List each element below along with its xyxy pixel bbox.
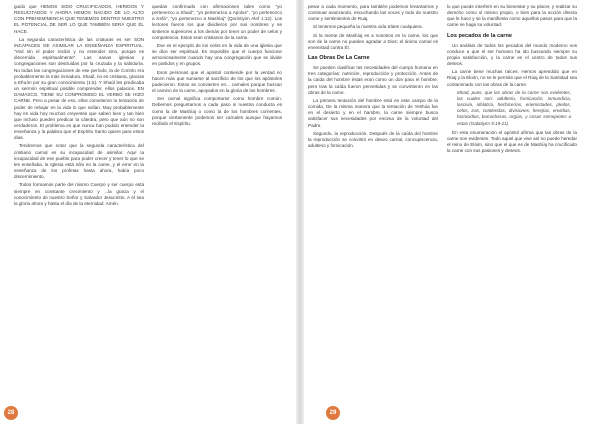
section-heading: Las Obras De La Carne	[308, 55, 370, 62]
paragraph: La primera tentación del hombre está en este campo de la comida. De la misma manera que la tentación de Yeshúa fue en el desierto y en el hambre, la carne siempre busca satisfacer sus necesidades por encima de la voluntad del Padre.	[308, 97, 438, 128]
page-number-badge: 28	[4, 406, 18, 420]
paragraph: Si la mente de Mashíaj es a nosotros en la carne, los que son de la carne no pueden agradar a Dios; el ánimo carnal es enemistad contra Él.	[308, 32, 438, 50]
paragraph: guido que HEMOS SIDO CRUCIFICADOS, HERIDOS Y RESUCITADOS Y AHORA HEMOS NACIDO DE LO ALTO CON PREHEMINENCIA QUE TENEMOS DENTRO NUESTRO EL POTENCIAL DE SER LO QUE TAMBIÉN SERÁ QUE ÉL HACE.	[14, 4, 144, 34]
paragraph: La segunda característica de las criaturas es ser SON INCAPACES DE ASIMILAR LA ENSEÑANZA ESPIRITUAL. "Ved sin el poder recibir y no entender sino, porque es discernida espiritualmente". Las sanas iglesias y congregaciones son destruidas por la cruzada y la sabiduría. No todas las congregaciones de ese período, la de Corinto era probablemente la más inmadura. Shaúl, no es cristiana, gracias a Efraím por su gran conocimiento (1:5). Y Shaúl les predicaba un sermón espiritual posible comprender, ellos palacios. EN DAMASCO. TIENE SU CONPROMISO EL VERBO SE HIZO CARNE. Pero a pesar de eso, ellos cometieron la tentación de poder de rebajar en la vida lo que solían. Muy probablemente hay en vida hoy muchos creyentes que saben bien y tan bien que incluso pueden predicar la cátedra, pero que aún no son verdaderos. El problema es que nunca han podido entender la enseñanza y la palabra que el Espíritu Santo quiere para estos días.	[14, 36, 144, 141]
paragraph: Esos personas que el apóstol contiende por la verdad no hacen más que sumarse al sacrificio de los que los apóstoles padecieron. Estos se convierten en... carnales porque buscan el camino de la carne, apoyados en la gloria de los hombres.	[152, 69, 282, 94]
paragraph: Segundo, la reproducción. Después de la caída del hombre la reproducción se convirtió en deseo carnal, concupiscencia, adulterio y fornicación.	[308, 130, 438, 148]
paragraph: pesar a cada momento, para también podemos levantarnos y continuar avanzando, escuchando las voces y todo de nuestro carne y sentimientos de Ruaj.	[308, 4, 438, 22]
left-page-column-1	[14, 4, 144, 402]
paragraph: En esta enumeración el apóstol afirma que las obras de la carne son evidentes. Todo aquel que vive así no puede heredar el reino de Eloim, sino que el que es de Mashíaj ha crucificado la carne con sus pasiones y deseos.	[447, 129, 577, 154]
paragraph: Tendremos que notar que la segunda característica del cristiano carnal es su incapacidad de asimilar. Aquí la incapacidad de ese pueblo para poder crecer y tener lo que se les enseñaba, la Iglesia está sólo en la carne, y el error en la enseñanza de los profetas hasta ahora, había poco discernimiento.	[14, 143, 144, 180]
paragraph: Ese es el ejemplo de los celos en la vida de una iglesia que se dice ser espiritual. Es imposible que el cuerpo funcione armoniosamente cuando hay una congregación que se divide en partidos y en grupos.	[152, 42, 282, 67]
paragraph: Se pueden clasificar las necesidades del cuerpo humano en tres categorías: nutrición, reproducción y protección. Antes de la caída del hombre éstas eran como un don para el hombre, pero tras la caída fueron pervertidas y se convirtieron en las obras de la carne.	[308, 65, 438, 95]
paragraph: Un análisis de todos los pecados del mundo moderno nos conduce a que el ser humano ha ido buscando siempre su propia satisfacción, y la carne es el centro de todos sus deseos.	[447, 42, 577, 67]
paragraph: La carne tiene muchas raíces. Hemos aprendido que en Rúaj y la Eloim, no se le permite que el Rúaj de la Santidad sea contaminado con las obras de la carne.	[447, 69, 577, 87]
paragraph: Ser carnal significa comportarse como hombre común. Debemos preguntarnos a cada paso si nuestra conducta es como la de Mashíaj o como la de los hombres corrientes, porque ciertamente podemos ser carnales aunque hayamos recibido el Espíritu.	[152, 96, 282, 126]
section-heading: Los pecados de la carne	[447, 32, 512, 39]
right-page	[300, 0, 600, 424]
paragraph: Si tenemos pequeña la nuestra vida trátes cualquiera.	[313, 24, 423, 30]
scripture-quote: Mirad, pues, que las obras de la carne son evidentes, las cuales son: adulterio, fornicación, inmundicia, lascivia, idolatría, hechicerías, enemistades, pleitos, celos, iras, contiendas, divisiones, herejías, envidias, homicidios, borracheras, orgías, y cosas semejantes a estas (Galatiyim 5:19-21)	[457, 89, 571, 126]
right-page-column-2	[447, 4, 577, 402]
paragraph: lo que puede interferir en su bienestar y su placer, y realizar su derecho como sí mismo propio, o bien para la acción directa que le hace y se la manifiesta como aquellos pasos para que la carne se haga su voluntad.	[447, 4, 577, 28]
page-number-badge: 29	[326, 406, 340, 420]
paragraph: Todos formamos parte del mismo Cuerpo y ser cuerpo está siempre en constante crecimiento y ...la gracia y el conocimiento de nuestro Señor y Salvador Jesucristo. A él sea la gloria ahora y hasta el día de la eternidad. Amén.	[14, 182, 144, 206]
left-page-column-2	[152, 4, 282, 402]
paragraph: quedan confirmado con afirmaciones tales como "yo pertenezco a Shaúl", "yo pertenezco a Apolos", "yo pertenezco a Kefá", "yo pertenezco a Mashíaj" (Qorintiyim Alef 1:12). Los lectores fueron los que dividieron por sus nombres y se sintieron superiores a los demás por tener un poder de celos y competencia. Estos eran cristianos de la carne.	[152, 4, 282, 40]
right-page-column-1	[308, 4, 438, 402]
